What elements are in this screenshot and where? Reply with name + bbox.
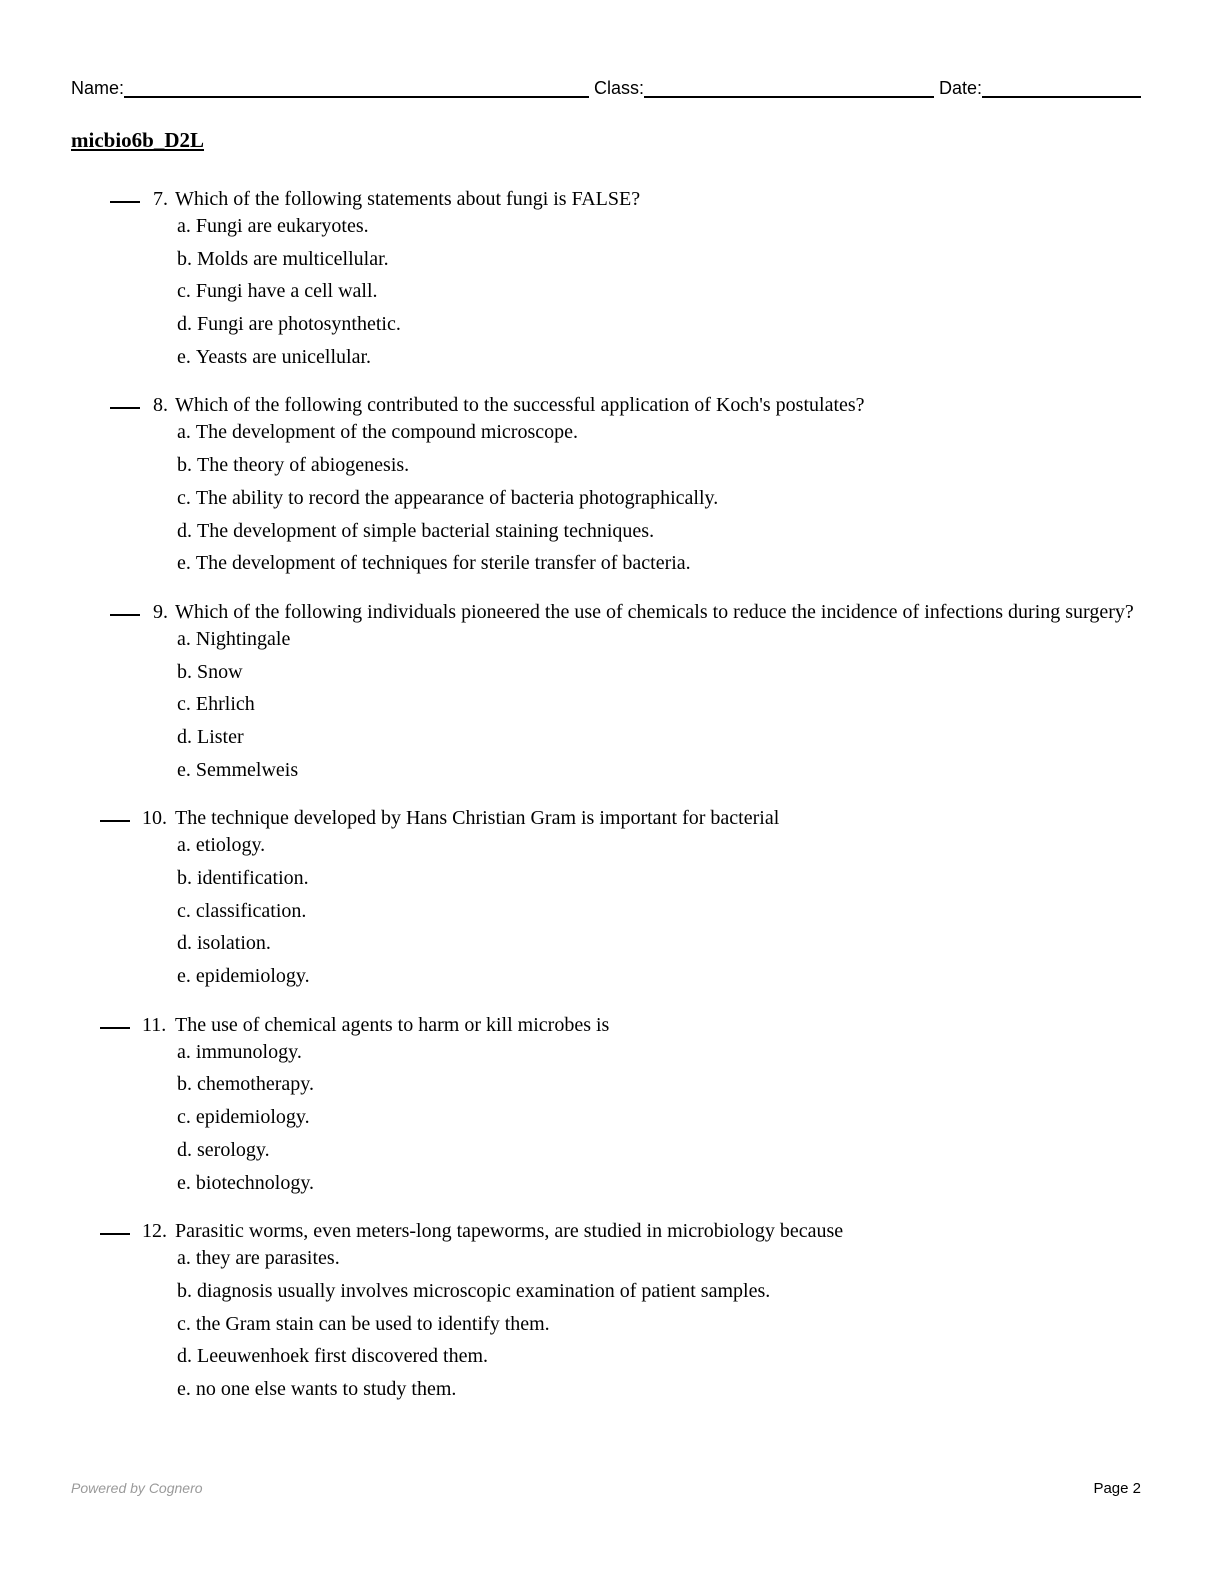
- choice-letter: a.: [177, 627, 191, 650]
- choice-list: [0, 833, 1224, 996]
- date-field[interactable]: [939, 70, 1141, 98]
- answer-blank[interactable]: [110, 614, 140, 616]
- choice-letter: c.: [177, 693, 191, 716]
- class-label: Class:: [594, 78, 645, 98]
- powered-by-text: Powered by Cognero: [71, 1480, 203, 1496]
- choice-letter: d.: [177, 725, 192, 748]
- choice-list: [0, 420, 1224, 583]
- answer-choice: [0, 247, 1224, 280]
- document-title: micbio6b_D2L: [71, 128, 205, 152]
- choice-letter: d.: [177, 932, 192, 955]
- question-number: 10.: [142, 807, 167, 830]
- answer-choice: [0, 1377, 1224, 1410]
- choice-text: they are parasites.: [195, 1247, 340, 1270]
- question-item: [0, 1013, 1224, 1203]
- choice-letter: a.: [177, 215, 191, 237]
- answer-choice: [0, 758, 1224, 791]
- choice-text: The theory of abiogenesis.: [197, 454, 410, 477]
- choice-letter: a.: [177, 1247, 191, 1270]
- answer-choice: [0, 692, 1224, 725]
- choice-letter: d.: [177, 1345, 192, 1368]
- answer-choice: [0, 1138, 1224, 1171]
- choice-text: serology.: [197, 1138, 270, 1161]
- answer-choice: [0, 1246, 1224, 1279]
- answer-blank[interactable]: [110, 201, 140, 203]
- answer-choice: [0, 833, 1224, 866]
- choice-letter: b.: [177, 660, 192, 683]
- choice-text: chemotherapy.: [197, 1073, 314, 1096]
- answer-blank[interactable]: [100, 1233, 130, 1235]
- question-number: 11.: [142, 1013, 167, 1036]
- answer-choice: [0, 214, 1224, 247]
- question-stem: [0, 600, 1224, 627]
- choice-letter: e.: [177, 345, 191, 368]
- choice-text: Nightingale: [195, 627, 291, 650]
- choice-text: Molds are multicellular.: [197, 247, 389, 270]
- choice-text: Fungi are eukaryotes.: [195, 215, 369, 237]
- class-field[interactable]: [594, 70, 934, 98]
- choice-list: [0, 1040, 1224, 1203]
- choice-text: etiology.: [195, 834, 266, 857]
- question-number: 9.: [153, 600, 168, 623]
- page-number: Page 2: [1093, 1480, 1141, 1497]
- question-item: [0, 187, 1224, 377]
- choice-letter: a.: [177, 834, 191, 857]
- question-number: 7.: [153, 188, 168, 210]
- answer-choice: [0, 551, 1224, 584]
- question-item: [0, 393, 1224, 583]
- choice-letter: e.: [177, 965, 191, 988]
- choice-letter: c.: [177, 1312, 191, 1335]
- answer-choice: [0, 1040, 1224, 1073]
- choice-letter: c.: [177, 1106, 191, 1129]
- question-text: Which of the following individuals pioneered the use of chemicals to reduce the incidence of infections during surgery?: [175, 600, 1134, 623]
- answer-choice: [0, 312, 1224, 345]
- choice-text: Snow: [197, 660, 243, 683]
- choice-list: [0, 1246, 1224, 1409]
- class-blank-line[interactable]: [644, 76, 934, 98]
- question-stem: [0, 806, 1224, 833]
- question-text: The use of chemical agents to harm or kill microbes is: [175, 1013, 610, 1036]
- question-text: Parasitic worms, even meters-long tapeworms, are studied in microbiology because: [175, 1220, 844, 1243]
- question-text: Which of the following contributed to the successful application of Koch's postulates?: [175, 394, 865, 417]
- choice-letter: e.: [177, 758, 191, 781]
- choice-letter: a.: [177, 1040, 191, 1063]
- question-item: [0, 600, 1224, 790]
- choice-letter: b.: [177, 247, 192, 270]
- name-label: Name:: [71, 78, 125, 98]
- choice-text: The development of techniques for sterile transfer of bacteria.: [195, 552, 691, 575]
- answer-choice: [0, 420, 1224, 453]
- answer-choice: [0, 1072, 1224, 1105]
- choice-letter: c.: [177, 486, 191, 509]
- answer-choice: [0, 1105, 1224, 1138]
- choice-letter: b.: [177, 867, 192, 889]
- choice-letter: c.: [177, 899, 191, 922]
- choice-letter: d.: [177, 313, 192, 336]
- choice-text: The ability to record the appearance of bacteria photographically.: [195, 486, 719, 509]
- question-number: 12.: [142, 1220, 167, 1243]
- answer-blank[interactable]: [100, 1027, 130, 1029]
- question-number: 8.: [153, 394, 168, 417]
- choice-text: classification.: [195, 899, 307, 922]
- answer-choice: [0, 453, 1224, 486]
- answer-choice: [0, 964, 1224, 997]
- choice-text: Semmelweis: [195, 758, 299, 781]
- date-label: Date:: [939, 78, 983, 98]
- answer-choice: [0, 725, 1224, 758]
- question-stem: [0, 393, 1224, 420]
- choice-letter: d.: [177, 519, 192, 542]
- choice-letter: b.: [177, 1279, 192, 1302]
- choice-letter: d.: [177, 1138, 192, 1161]
- question-list: [0, 187, 1224, 1426]
- choice-text: Ehrlich: [195, 693, 255, 716]
- choice-text: Lister: [197, 725, 244, 748]
- answer-choice: [0, 279, 1224, 312]
- choice-text: biotechnology.: [195, 1171, 315, 1194]
- choice-letter: a.: [177, 421, 191, 444]
- choice-letter: e.: [177, 1377, 191, 1400]
- name-blank-line[interactable]: [124, 76, 589, 98]
- question-text: The technique developed by Hans Christian Gram is important for bacterial: [175, 807, 780, 830]
- choice-text: isolation.: [197, 932, 271, 955]
- question-stem: [0, 187, 1224, 214]
- answer-choice: [0, 866, 1224, 899]
- choice-text: immunology.: [195, 1040, 302, 1063]
- question-item: [0, 1219, 1224, 1409]
- answer-choice: [0, 486, 1224, 519]
- choice-text: epidemiology.: [195, 965, 310, 988]
- answer-choice: [0, 1312, 1224, 1345]
- answer-choice: [0, 1279, 1224, 1312]
- answer-choice: [0, 345, 1224, 378]
- choice-letter: b.: [177, 454, 192, 477]
- answer-blank[interactable]: [100, 820, 130, 822]
- answer-choice: [0, 899, 1224, 932]
- choice-text: The development of the compound microscope.: [195, 421, 578, 444]
- question-text: Which of the following statements about fungi is FALSE?: [175, 188, 641, 210]
- choice-text: epidemiology.: [195, 1106, 310, 1129]
- answer-blank[interactable]: [110, 407, 140, 409]
- choice-text: the Gram stain can be used to identify them.: [195, 1312, 550, 1335]
- name-field[interactable]: [71, 70, 589, 98]
- choice-text: Leeuwenhoek first discovered them.: [197, 1345, 489, 1368]
- answer-choice: [0, 519, 1224, 552]
- choice-list: [0, 627, 1224, 790]
- answer-choice: [0, 1171, 1224, 1204]
- choice-letter: e.: [177, 552, 191, 575]
- choice-text: Yeasts are unicellular.: [195, 345, 372, 368]
- choice-text: Fungi are photosynthetic.: [197, 313, 401, 336]
- answer-choice: [0, 627, 1224, 660]
- header: [71, 70, 1141, 98]
- question-item: [0, 806, 1224, 996]
- choice-text: identification.: [197, 867, 309, 889]
- choice-letter: e.: [177, 1171, 191, 1194]
- choice-list: [0, 214, 1224, 377]
- answer-choice: [0, 1344, 1224, 1377]
- choice-text: no one else wants to study them.: [195, 1377, 457, 1400]
- date-blank-line[interactable]: [982, 76, 1141, 98]
- answer-choice: [0, 931, 1224, 964]
- question-stem: [0, 1013, 1224, 1040]
- choice-letter: c.: [177, 280, 191, 303]
- answer-choice: [0, 660, 1224, 693]
- choice-text: The development of simple bacterial staining techniques.: [197, 519, 655, 542]
- question-stem: [0, 1219, 1224, 1246]
- choice-text: diagnosis usually involves microscopic examination of patient samples.: [197, 1279, 771, 1302]
- choice-letter: b.: [177, 1073, 192, 1096]
- choice-text: Fungi have a cell wall.: [195, 280, 378, 303]
